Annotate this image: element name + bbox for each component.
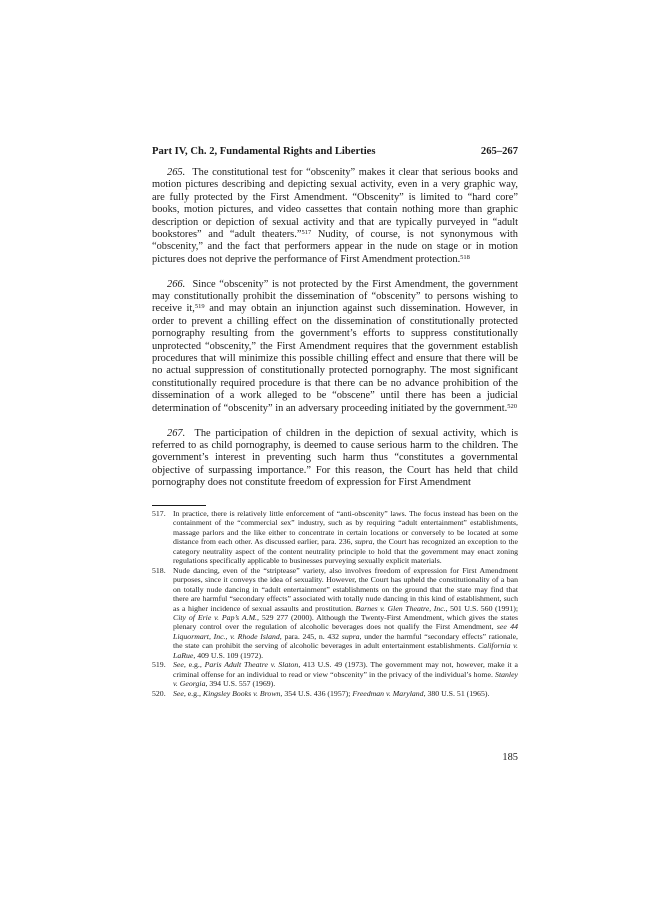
italic-text: Freedman v. Maryland [352, 688, 424, 698]
header-title: Part IV, Ch. 2, Fundamental Rights and Liberties [152, 146, 376, 157]
footnote-text [173, 566, 518, 661]
italic-text: City of Erie v. Pap’s A.M. [173, 612, 258, 622]
footnote-reference: 520 [507, 402, 517, 410]
footnote-reference: 518 [460, 253, 470, 261]
paragraph-text [152, 428, 518, 489]
italic-text: Kingsley Books v. Brown [202, 688, 281, 698]
paragraph-265 [152, 167, 518, 266]
text-run: , 394 U.S. 557 (1969). [205, 679, 276, 689]
page-number: 185 [502, 752, 518, 763]
text-run: In practice, there is relatively little enforcement of “anti-obscenity” laws. The focus instead has been on the containment of the “commercial sex” industry, such as by requiring “adult entertainment” establishments, massage parlors and the like either to concentrate in certain locations or conversely to be located at some distance from each other. As discussed earlier, para. 236, [173, 509, 518, 547]
text-run: Nudity, of course, is not synonymous with “obscenity,” and the fact that performers appear in the nude on stage or in motion pictures does not deprive the performance of First Amendment protection. [152, 229, 519, 265]
footnote-number: 519. [152, 660, 166, 670]
italic-text: Stanley v. Georgia [173, 669, 518, 689]
footnote-number: 520. [152, 688, 166, 698]
italic-text: See [173, 660, 184, 670]
running-header [152, 146, 518, 157]
footnote-517 [152, 509, 518, 566]
paragraph-number: 266. [167, 278, 186, 290]
footnote-519 [152, 660, 518, 688]
footnote-number: 517. [152, 509, 166, 518]
italic-text: see 44 Liquormart, Inc., v. Rhode Island [173, 622, 518, 641]
footnotes [152, 509, 518, 698]
italic-text: California v. LaRue [173, 641, 518, 660]
footnote-text [173, 689, 518, 698]
footnote-number: 518. [152, 565, 166, 575]
italic-text: Paris Adult Theatre v. Slaton [204, 660, 299, 670]
text-run: The participation of children in the depiction of sexual activity, which is referred to as child pornography, is deemed to cause serious harm to the children. The government’s interest in preventing such harm thus “constitutes a governmental objective of surpassing importance.” For this reason, the Court has held that child pornography does not constitute freedom of expression for First Amendment [152, 427, 518, 489]
paragraph-number: 267. [167, 427, 186, 439]
text-run: , e.g., [183, 688, 203, 698]
paragraph-text [152, 279, 518, 414]
footnote-reference: 517 [301, 229, 312, 237]
paragraph-text [152, 167, 518, 265]
italic-text: supra [341, 631, 360, 641]
text-run: , 529 277 (2000). Although the Twenty-First Amendment, which gives the states plenary control over the regulation of alcoholic beverages does not qualify the First Amendment, [173, 612, 518, 632]
text-run: , 413 U.S. 49 (1973). The government may not, however, make it a criminal offense for an individual to read or view “obscenity” in the privacy of the individual’s home. [173, 660, 518, 679]
footnote-520 [152, 689, 518, 698]
text-run: , 501 U.S. 560 (1991); [445, 603, 518, 613]
text-run: The constitutional test for “obscenity” makes it clear that serious books and motion pictures describing and depicting sexual activity, even in a very graphic way, are fully protected by the First Amendment. “Obscenity” is limited to “hard core” books, motion pictures, and video cassettes that contain nothing more than graphic description or depiction of sexual activity and that are typically purveyed in “adult bookstores” and “adult theaters.” [152, 167, 519, 241]
text-run: , e.g., [183, 660, 205, 670]
text-run: , 354 U.S. 436 (1957); [280, 688, 353, 698]
header-paragraph-range: 265–267 [480, 146, 518, 157]
footnote-text [173, 660, 518, 688]
text-run: , 409 U.S. 109 (1972). [193, 650, 264, 660]
paragraph-number: 265. [167, 167, 186, 178]
footnote-text [173, 509, 518, 566]
text-run: and may obtain an injunction against such dissemination. However, in order to prevent a chilling effect on the dissemination of constitutionally protected pornography resulting from the government’s efforts to suppress constitutionally unprotected “obscenity,” the First Amendment requires that the government establish procedures that will minimize this possible chilling effect and ensure that there will be no actual suppression of constitutionally protected pornography. The most significant constitutionally required procedure is that there can be no advance prohibition of the dissemination of a work alleged to be “obscene” until there has been a judicial determination of “obscenity” in an adversary proceeding initiated by the government. [152, 303, 518, 414]
italic-text: supra [354, 537, 373, 547]
text-run: Nude dancing, even of the “striptease” variety, also involves freedom of expression for First Amendment purposes, since it conveys the idea of sexuality. However, the Court has upheld the constitutionality of a ban on totally nude dancing in “adult entertainment” establishments on the ground that the state may find that there are harmful “secondary effects” associated with totally nude dancing in this kind of establishment, such as a higher incidence of sexual assaults and prostitution. [173, 565, 518, 613]
text-run: , 380 U.S. 51 (1965). [423, 688, 490, 698]
paragraph-266 [152, 279, 518, 415]
text-run: , para. 245, n. 432 [279, 631, 342, 641]
footnote-reference: 519 [194, 303, 205, 311]
text-run: Since “obscenity” is not protected by the First Amendment, the government may constitutionally prohibit the dissemination of “obscenity” to persons wishing to receive it, [152, 278, 518, 315]
paragraph-267 [152, 428, 518, 490]
text-run: , the Court has recognized an exception to the category neutrality aspect of the content neutrality principle to hold that the government may enact zoning regulations specifically applicable to businesses purveying sexually explicit materials. [173, 537, 518, 566]
footnote-518 [152, 566, 518, 661]
text-run: , under the harmful “secondary effects” rationale, the state can prohibit the serving of alcoholic beverages in adult entertainment establishments. [173, 631, 519, 651]
italic-text: Barnes v. Glen Theatre, Inc. [355, 603, 446, 613]
footnote-divider [152, 505, 206, 506]
body-text [152, 167, 518, 490]
italic-text: See [173, 688, 184, 698]
